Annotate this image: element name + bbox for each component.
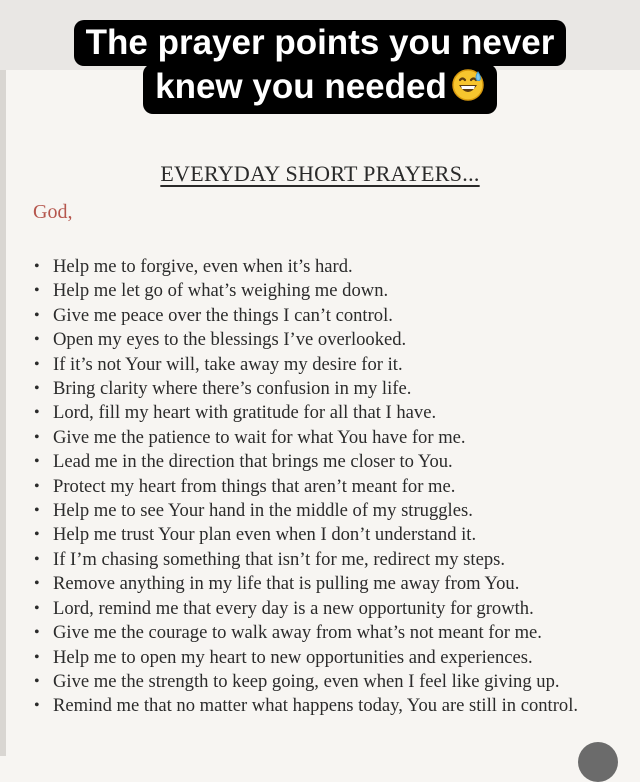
prayer-text: Help me to forgive, even when it’s hard. [53, 256, 353, 277]
bullet-icon: • [34, 331, 40, 349]
list-item [30, 279, 630, 303]
prayer-text: If I’m chasing something that isn’t for me, redirect my steps. [53, 548, 505, 570]
bullet-icon: • [34, 282, 40, 300]
grinning-sweat-emoji-icon [451, 68, 485, 112]
list-item [30, 548, 630, 572]
prayer-text: Give me the patience to wait for what You have for me. [53, 426, 466, 448]
prayer-text: Protect my heart from things that aren’t meant for me. [53, 475, 456, 497]
list-item [30, 523, 630, 547]
prayer-text: Help me to see Your hand in the middle of my struggles. [53, 500, 473, 522]
prayer-text: Help me to open my heart to new opportunities and experiences. [53, 646, 533, 668]
prayer-text: Bring clarity where there’s confusion in my life. [53, 378, 412, 400]
bullet-icon: • [34, 258, 40, 275]
list-item [30, 426, 630, 450]
bullet-icon: • [34, 599, 40, 617]
list-item [30, 499, 630, 523]
page-heading: EVERYDAY SHORT PRAYERS... [160, 161, 480, 186]
corner-overlay-button[interactable] [578, 742, 618, 782]
prayer-text: Give me the strength to keep going, even when I feel like giving up. [53, 670, 560, 692]
prayer-text: Open my eyes to the blessings I’ve overlooked. [53, 329, 407, 351]
bullet-icon: • [34, 453, 40, 471]
prayer-text: Lord, fill my heart with gratitude for all that I have. [53, 402, 437, 424]
list-item [30, 401, 630, 425]
prayer-text: Remind me that no matter what happens today, You are still in control. [53, 695, 579, 717]
salutation: God, [33, 201, 73, 223]
prayer-text: Lord, remind me that every day is a new opportunity for growth. [53, 597, 534, 619]
bullet-icon: • [34, 624, 40, 642]
bullet-icon: • [34, 697, 40, 715]
prayer-text: Lead me in the direction that brings me closer to You. [53, 451, 453, 473]
prayer-text: Give me peace over the things I can’t control. [53, 304, 393, 326]
list-item [30, 353, 630, 377]
list-item [30, 255, 630, 279]
caption-line-1: The prayer points you never [74, 20, 567, 66]
list-item [30, 572, 630, 596]
list-item [30, 377, 630, 401]
bullet-icon: • [34, 428, 40, 446]
list-item [30, 328, 630, 352]
prayer-text: Remove anything in my life that is pulling me away from You. [53, 573, 520, 595]
list-item [30, 304, 630, 328]
bullet-icon: • [34, 526, 40, 544]
bullet-icon: • [34, 355, 40, 373]
bullet-icon: • [34, 477, 40, 495]
list-item [30, 694, 630, 718]
bullet-icon: • [34, 550, 40, 568]
bullet-icon: • [34, 502, 40, 520]
list-item [30, 670, 630, 694]
bullet-icon: • [34, 672, 40, 690]
list-item [30, 450, 630, 474]
caption-line-2-text: knew you needed [155, 67, 447, 106]
list-item [30, 646, 630, 670]
bullet-icon: • [34, 404, 40, 422]
bullet-icon: • [34, 380, 40, 398]
prayer-text: Help me trust Your plan even when I don’t understand it. [53, 524, 477, 546]
list-item [30, 475, 630, 499]
bullet-icon: • [34, 648, 40, 666]
caption-line-2 [143, 64, 497, 114]
bullet-icon: • [34, 575, 40, 593]
bullet-icon: • [34, 306, 40, 324]
prayer-list [30, 255, 630, 719]
list-item [30, 597, 630, 621]
prayer-text: If it’s not Your will, take away my desire for it. [53, 353, 403, 375]
prayer-text: Help me let go of what’s weighing me down. [53, 280, 389, 302]
list-item [30, 621, 630, 645]
prayer-text: Give me the courage to walk away from what’s not meant for me. [53, 622, 542, 644]
caption-overlay [0, 20, 640, 114]
